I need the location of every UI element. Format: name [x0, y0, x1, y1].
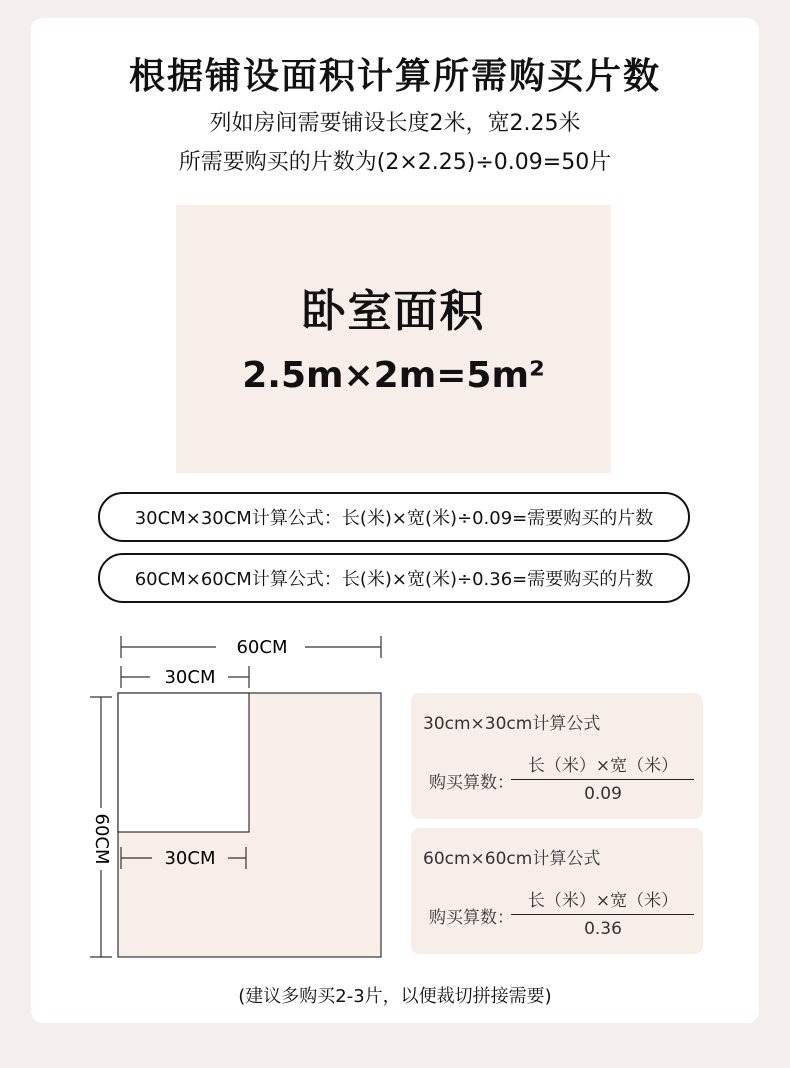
fraction-bar	[511, 914, 694, 915]
calc-box-label: 购买算数：	[429, 908, 514, 928]
tile-30-outline	[118, 693, 249, 832]
label-30cm-top: 30CM	[164, 667, 216, 688]
label-30cm-lower: 30CM	[164, 848, 216, 869]
calc-box-denominator: 0.09	[584, 784, 622, 804]
calc-box-60	[411, 828, 703, 954]
calc-box-denominator: 0.36	[584, 919, 622, 939]
calc-box-numerator: 长（米）×宽（米）	[527, 891, 679, 911]
example-line-1: 列如房间需要铺设长度2米，宽2.25米	[209, 111, 581, 136]
formula-text-60: 60CM×60CM计算公式：长(米)×宽(米)÷0.36=需要购买的片数	[134, 569, 654, 590]
purchase-note: (建议多购买2-3片，以便裁切拼接需要)	[238, 986, 552, 1007]
page-title: 根据铺设面积计算所需购买片数	[128, 56, 661, 97]
calc-box-30	[411, 693, 703, 819]
label-60cm-left: 60CM	[91, 813, 112, 865]
calc-box-numerator: 长（米）×宽（米）	[527, 756, 679, 776]
example-line-2: 所需要购买的片数为(2×2.25)÷0.09=50片	[178, 150, 612, 175]
calc-box-label: 购买算数：	[429, 773, 514, 793]
formula-text-30: 30CM×30CM计算公式：长(米)×宽(米)÷0.09=需要购买的片数	[134, 508, 654, 529]
calc-box-title: 30cm×30cm计算公式	[423, 714, 601, 734]
label-60cm-top: 60CM	[236, 637, 288, 658]
calc-box-title: 60cm×60cm计算公式	[423, 849, 601, 869]
fraction-bar	[511, 779, 694, 780]
room-title: 卧室面积	[301, 286, 486, 337]
room-formula: 2.5m×2m=5m²	[242, 355, 545, 396]
